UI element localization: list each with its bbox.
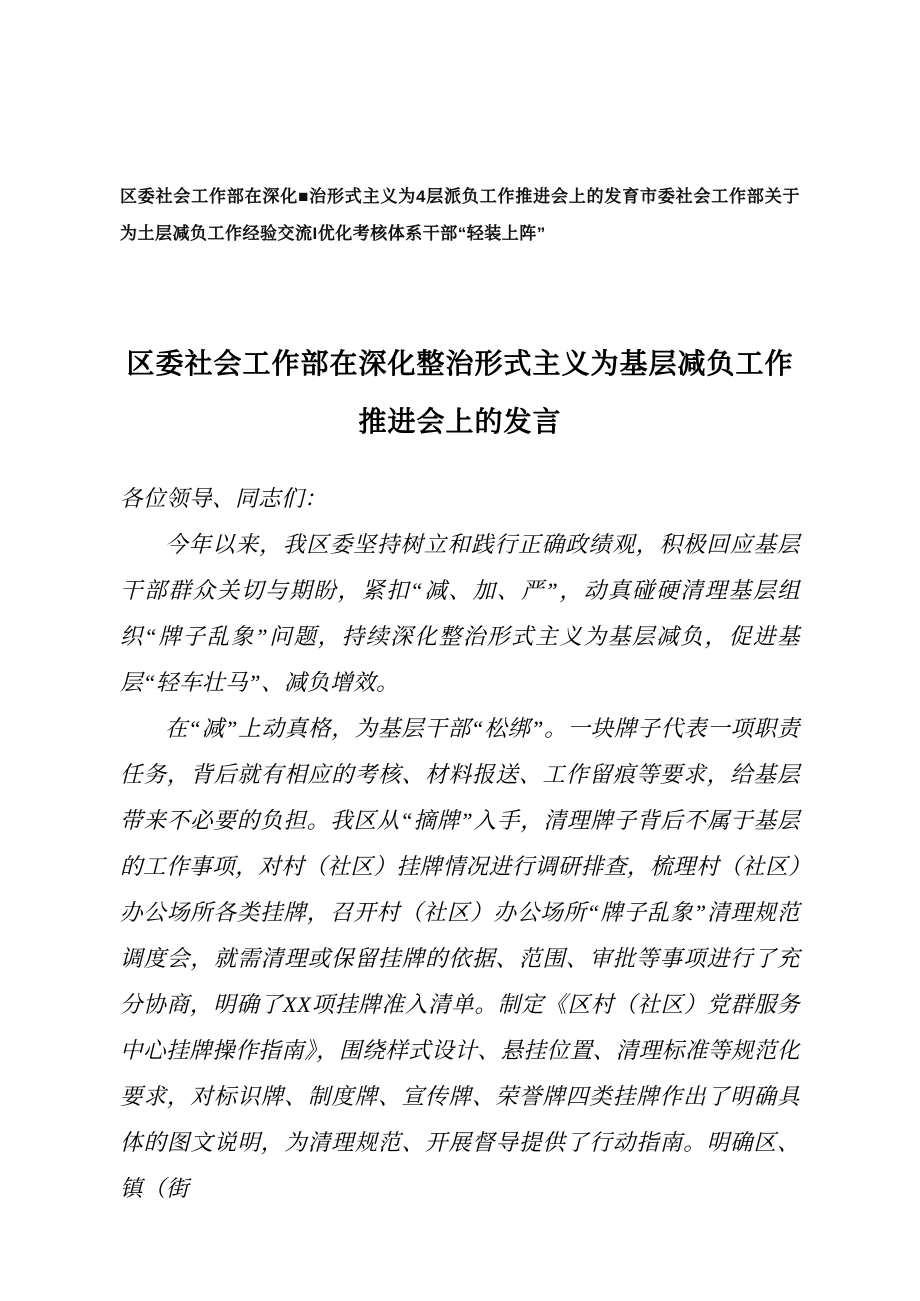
- header-snippet-line-2: 关于为土层减负工作经验交流I优化考核体系干部“轻装上阵”: [120, 187, 800, 243]
- header-snippet-line-1: 区委社会工作部在深化■治形式主义为4层派负工作推进会上的发育市委社会工作部: [120, 187, 765, 206]
- document-title: 区委社会工作部在深化整治形式主义为基层减负工作推进会上的发言: [126, 349, 794, 438]
- header-snippet: [120, 178, 800, 252]
- paragraph: 今年以来，我区委坚持树立和践行正确政绩观，积极回应基层干部群众关切与期盼，紧扣“减、加、严”，动真碰硬清理基层组织“牌子乱象”问题，持续深化整治形式主义为基层减负，促进基层“轻车壮马”、减负增效。: [120, 532, 800, 695]
- document-body: [120, 476, 800, 1212]
- paragraph: 在“减”上动真格，为基层干部“松绑”。一块牌子代表一项职责任务，背后就有相应的考核、材料报送、工作留痕等要求，给基层带来不必要的负担。我区从“摘牌”入手，清理牌子背后不属于基层的工作事项，对村（社区）挂牌情况进行调研排查，梳理村（社区）办公场所各类挂牌，召开村（社区）办公场所“牌子乱象”清理规范调度会，就需清理或保留挂牌的依据、范围、审批等事项进行了充分协商，明确了XX项挂牌准入清单。制定《区村（社区）党群服务中心挂牌操作指南》，围绕样式设计、悬挂位置、清理标准等规范化要求，对标识牌、制度牌、宣传牌、荣誉牌四类挂牌作出了明确具体的图文说明，为清理规范、开展督导提供了行动指南。明确区、镇（街: [120, 716, 800, 1201]
- salutation: 各位领导、同志们：: [120, 486, 328, 511]
